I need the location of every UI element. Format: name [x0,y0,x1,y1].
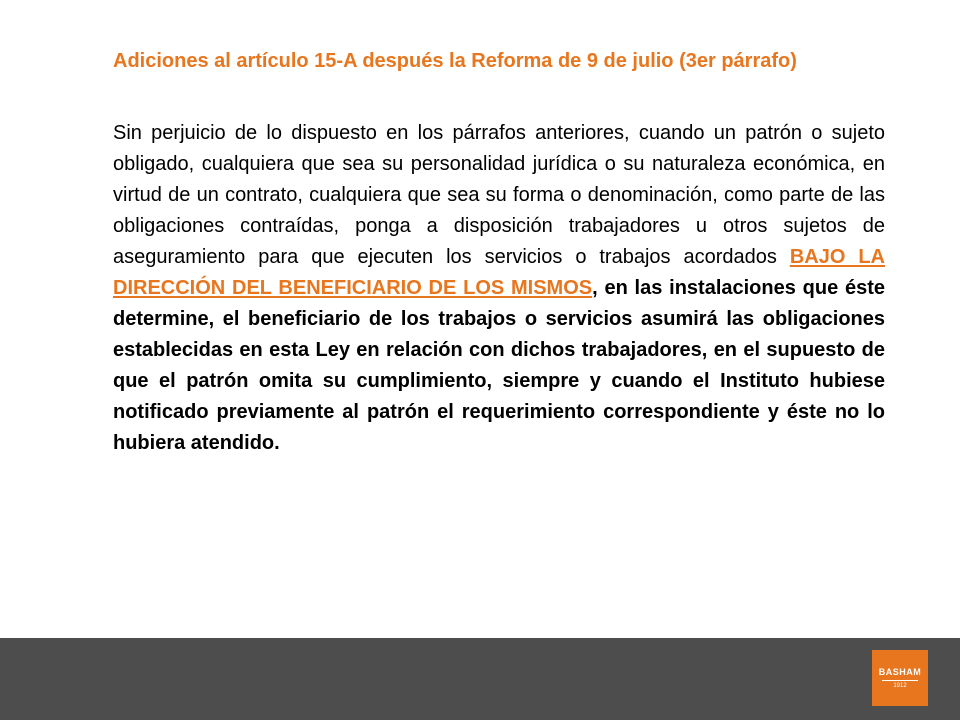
slide-content [113,46,885,459]
logo-name: BASHAM [878,666,922,677]
logo-year: 1912 [893,682,907,689]
slide-title: Adiciones al artículo 15-A después la Reforma de 9 de julio (3er párrafo) [113,50,797,72]
article-paragraph [113,118,885,459]
paragraph-intro: Sin perjuicio de lo dispuesto en los párrafos anteriores, cuando un patrón o sujeto obligado, cualquiera que sea su personalidad jurídica o su naturaleza económica, en virtud de un contrato, cualquiera que sea su forma o denominación, como parte de las obligaciones contraídas, ponga a disposición trabajadores u otros sujetos de aseguramiento para que ejecuten los servicios o trabajos acordados [113,122,885,268]
logo-divider [882,680,918,681]
footer-bar [0,638,960,720]
paragraph-bold-rest: , en las instalaciones que éste determine, el beneficiario de los trabajos o servicios asumirá las obligaciones establecidas en esta Ley en relación con dichos trabajadores, en el supuesto de que el patrón omita su cumplimiento, siempre y cuando el Instituto hubiese notificado previamente al patrón el requerimiento correspondiente y éste no lo hubiera atendido. [113,277,885,454]
emphasis-text: BAJO LA DIRECCIÓN DEL BENEFICIARIO DE LOS MISMOS [113,246,885,299]
basham-logo [872,650,928,706]
